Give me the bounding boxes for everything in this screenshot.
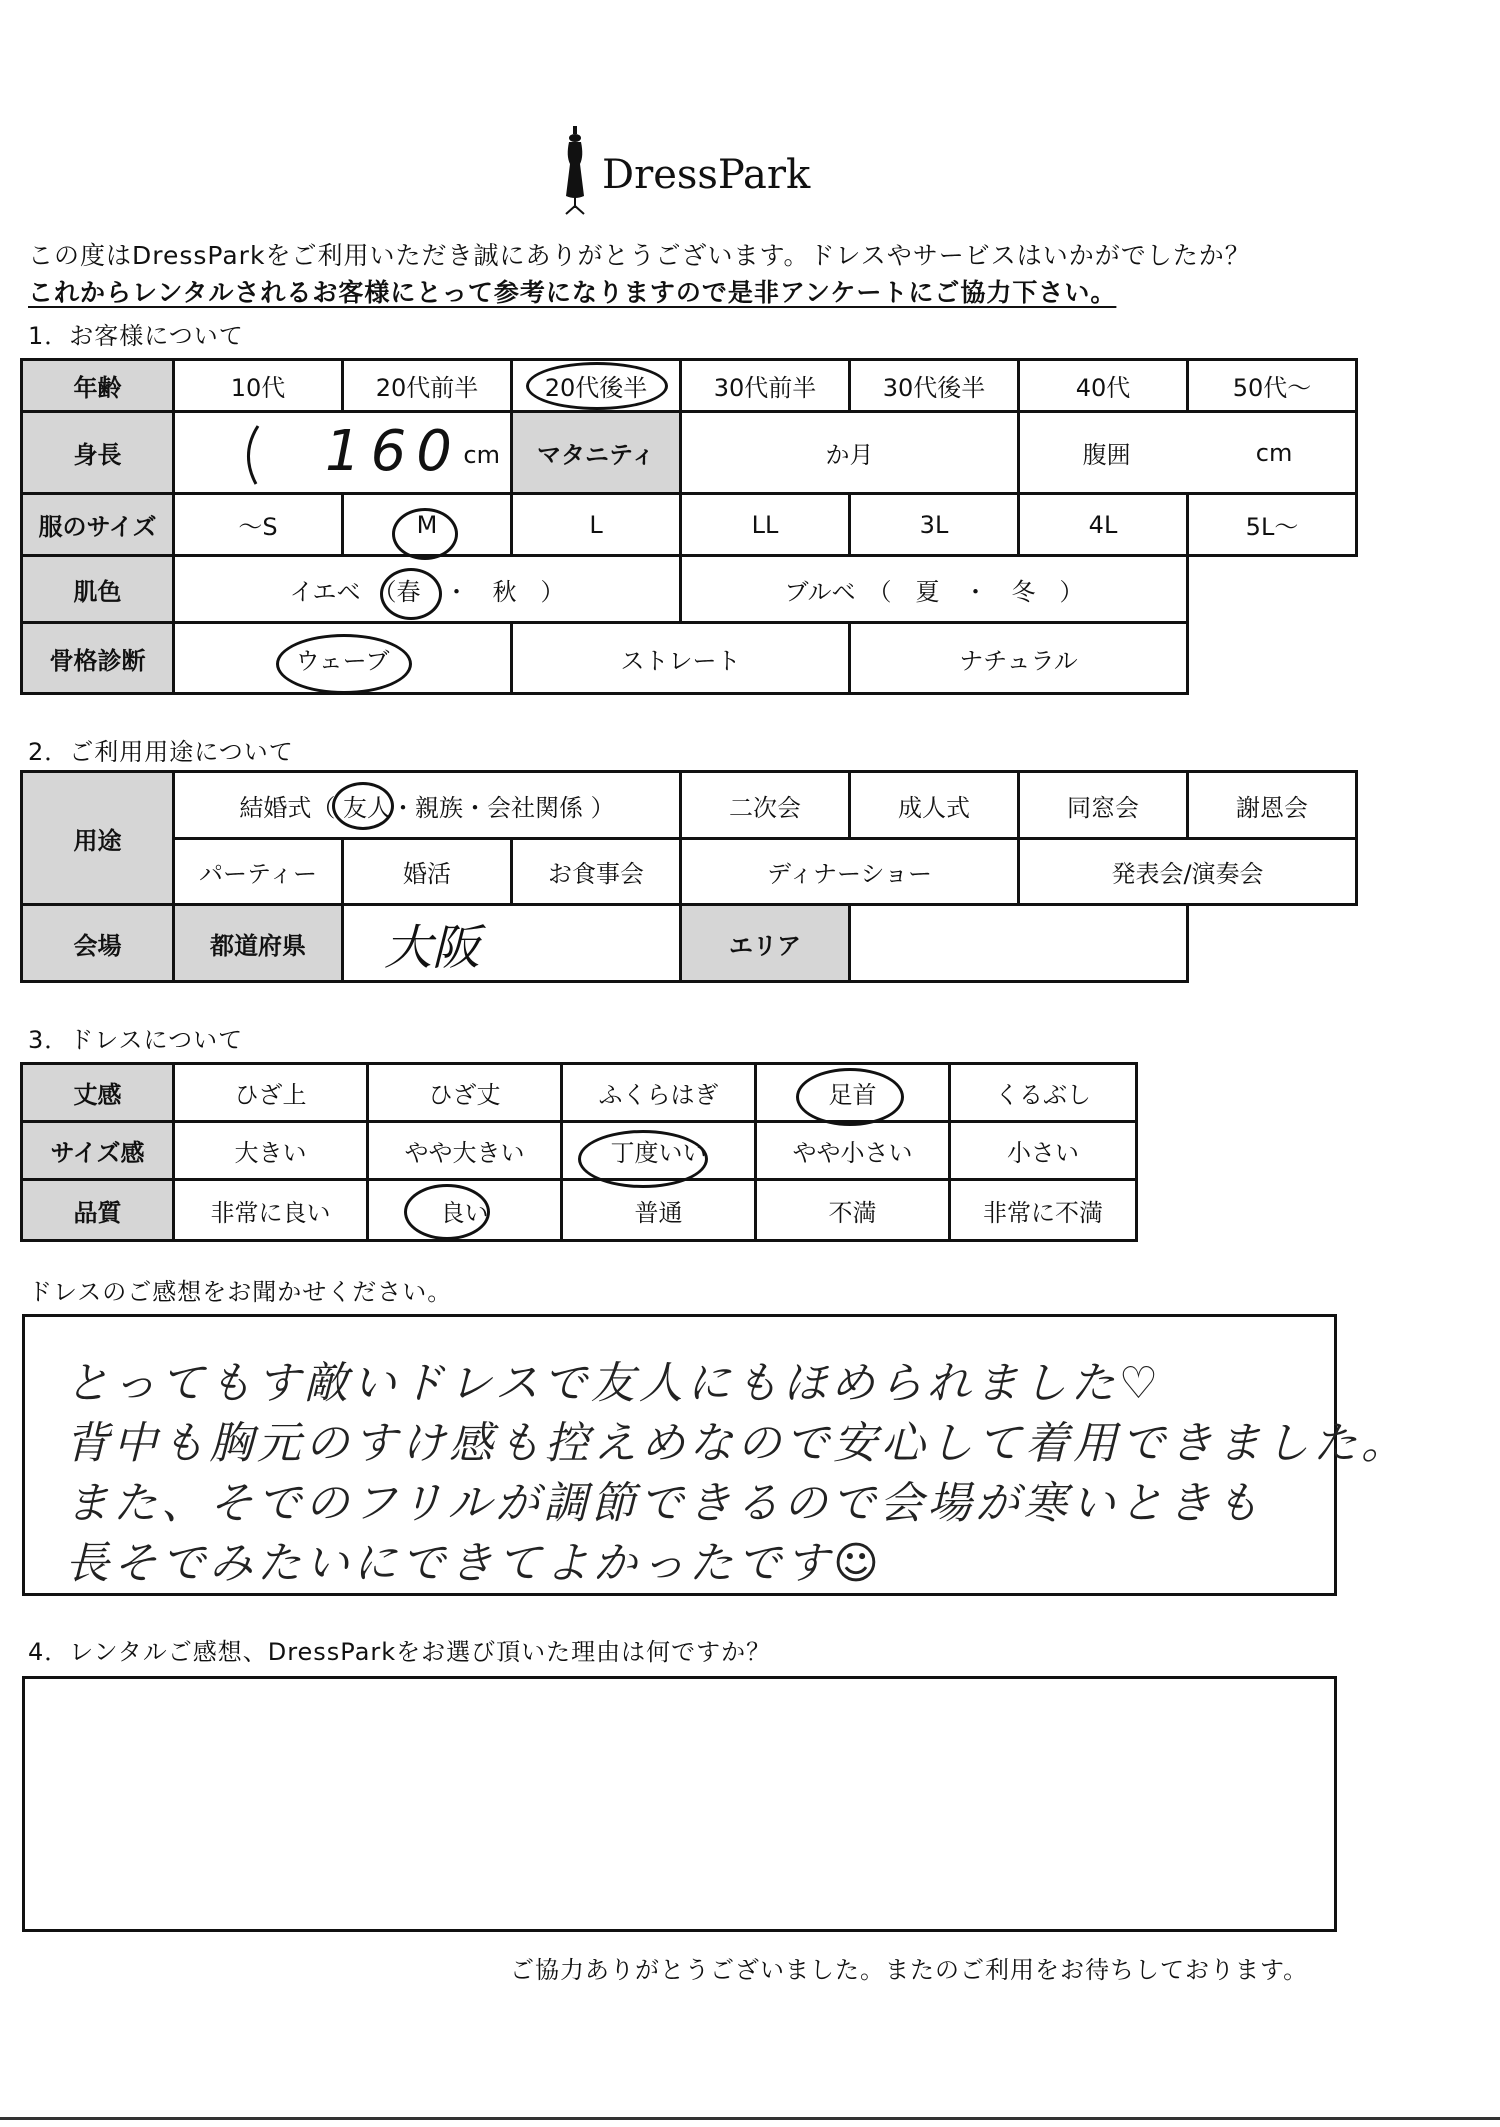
selection-circle [392,508,458,560]
use-option[interactable]: パーティー [172,837,344,906]
selection-circle [796,1068,904,1126]
section-3-title: 3．ドレスについて [28,1026,244,1054]
selection-circle [404,1184,490,1240]
length-option-selected[interactable]: 足首 [754,1062,951,1123]
prefecture-value: 大阪 [384,919,481,976]
prefecture-label: 都道府県 [172,903,344,983]
page-edge-line [0,2117,1500,2120]
fit-option-selected[interactable]: 丁度いい [560,1120,757,1181]
height-value: 160 [325,419,462,484]
selection-circle [276,634,412,694]
use-option[interactable]: 発表会/演奏会 [1017,837,1358,906]
age-label: 年齢 [20,358,175,413]
age-option[interactable]: 50代～ [1186,358,1358,413]
age-option-selected[interactable]: 20代後半 [510,358,682,413]
age-option[interactable]: 30代後半 [848,358,1020,413]
size-option[interactable]: 4L [1017,492,1189,557]
fit-option[interactable]: 小さい [948,1120,1138,1181]
age-option[interactable]: 30代前半 [679,358,851,413]
selection-circle [332,782,394,830]
quality-label: 品質 [20,1178,175,1242]
age-option[interactable]: 20代前半 [341,358,513,413]
dress-form-icon [560,126,590,216]
size-option[interactable]: ～S [172,492,344,557]
age-option[interactable]: 10代 [172,358,344,413]
brand-logo [560,126,820,216]
rental-comment-box[interactable] [22,1676,1337,1932]
maternity-months-field[interactable] [679,410,1020,495]
comment-line: 背中も胸元のすけ感も控えめなので安心して着用できました。 [65,1418,1409,1469]
quality-option[interactable]: 普通 [560,1178,757,1242]
venue-label: 会場 [20,903,175,983]
use-label: 用途 [20,770,175,906]
selection-circle [380,568,442,620]
skin-blue-base-option[interactable]: ブルベ （ 夏 ・ 冬 ） [679,554,1189,624]
length-option[interactable]: ひざ上 [172,1062,369,1123]
fit-label: サイズ感 [20,1120,175,1181]
waist-label: 腹囲 [1082,441,1131,469]
fit-option[interactable]: 大きい [172,1120,369,1181]
height-field[interactable] [172,410,513,495]
size-option[interactable]: L [510,492,682,557]
frame-option[interactable]: ストレート [510,621,851,695]
brand-name: DressPark [602,152,811,198]
area-label: エリア [679,903,851,983]
comment-line: また、そでのフリルが調節できるので会場が寒いときも [65,1478,1264,1529]
frame-option-selected[interactable]: ウェーブ [172,621,513,695]
use-option[interactable]: ディナーショー [679,837,1020,906]
fit-option[interactable]: やや大きい [366,1120,563,1181]
comment-line: 長そでみたいにできてよかったです☺ [65,1538,883,1589]
prefecture-field[interactable] [341,903,682,983]
size-option[interactable]: LL [679,492,851,557]
months-unit: か月 [825,441,874,469]
size-option-selected[interactable]: M [341,492,513,557]
selection-circle [526,362,668,410]
skin-label: 肌色 [20,554,175,624]
maternity-label: マタニティ [510,410,682,495]
waist-unit: cm [1255,438,1293,467]
length-option[interactable]: ひざ丈 [366,1062,563,1123]
size-option[interactable]: 3L [848,492,1020,557]
length-label: 丈感 [20,1062,175,1123]
area-field[interactable] [848,903,1189,983]
length-option[interactable]: ふくらはぎ [560,1062,757,1123]
waist-field[interactable] [1017,410,1358,495]
use-option[interactable]: 謝恩会 [1186,770,1358,840]
section-4-title: 4．レンタルご感想、DressParkをお選び頂いた理由は何ですか？ [28,1638,772,1666]
section-2-title: 2．ご利用用途について [28,738,294,766]
use-option[interactable]: 婚活 [341,837,513,906]
section-1-title: 1．お客様について [28,322,244,350]
wedding-option[interactable]: 結婚式（ 友人・親族・会社関係 ） [172,770,682,840]
height-unit: cm [463,441,500,469]
use-option[interactable]: 二次会 [679,770,851,840]
comment-prompt: ドレスのご感想をお聞かせください。 [28,1278,453,1306]
comment-line: とってもす敵いドレスで友人にもほめられました♡ [65,1358,1163,1409]
intro-line-1: この度はDressParkをご利用いただき誠にありがとうございます。ドレスやサービスはいかがでしたか？ [28,241,1251,270]
quality-option-selected[interactable]: 良い [366,1178,563,1242]
height-label: 身長 [20,410,175,495]
selection-circle [578,1130,708,1188]
quality-option[interactable]: 不満 [754,1178,951,1242]
size-label: 服のサイズ [20,492,175,557]
age-option[interactable]: 40代 [1017,358,1189,413]
use-option[interactable]: お食事会 [510,837,682,906]
frame-label: 骨格診断 [20,621,175,695]
quality-option[interactable]: 非常に良い [172,1178,369,1242]
dress-comment-box[interactable] [22,1314,1409,1596]
use-option[interactable]: 成人式 [848,770,1020,840]
use-option[interactable]: 同窓会 [1017,770,1189,840]
intro-line-2: これからレンタルされるお客様にとって参考になりますので是非アンケートにご協力下さい。 [28,278,1117,307]
length-option[interactable]: くるぶし [948,1062,1138,1123]
thanks-message: ご協力ありがとうございました。またのご利用をお待ちしております。 [510,1956,1309,1984]
skin-yellow-base-option[interactable]: イエベ （春 ・ 秋 ） [172,554,682,624]
frame-option[interactable]: ナチュラル [848,621,1189,695]
quality-option[interactable]: 非常に不満 [948,1178,1138,1242]
fit-option[interactable]: やや小さい [754,1120,951,1181]
size-option[interactable]: 5L～ [1186,492,1358,557]
